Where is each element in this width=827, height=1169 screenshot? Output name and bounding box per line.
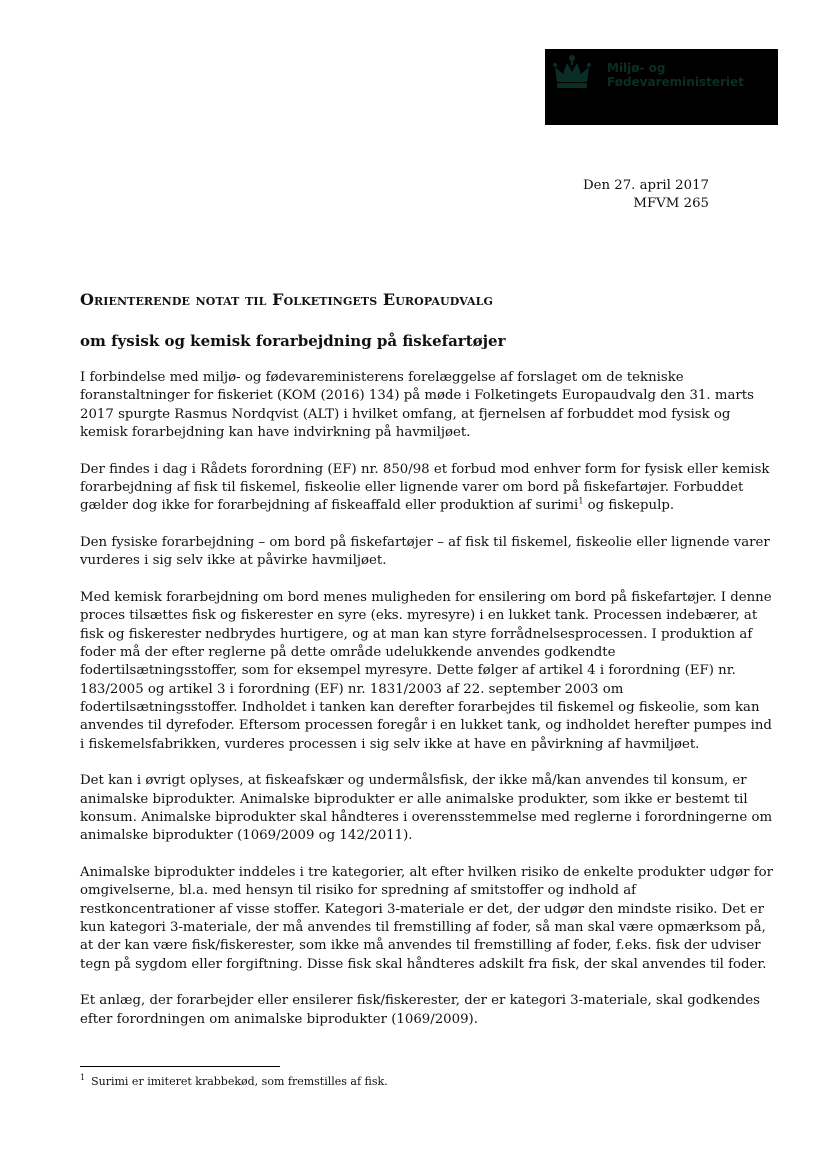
paragraph-1: I forbindelse med miljø- og fødevareministerens forelæggelse af forslaget om de tekniske foranstaltninger for fiskeriet (KOM (2016) 134) på møde i Folketingets Europaudvalg den 31. marts 2017 spurgte Rasmus Nordqvist (ALT) i hvilket omfang, at fjernelsen af forbuddet mod fysisk og kemisk forarbejdning kan have indvirkning på havmiljøet. bbox=[80, 370, 754, 440]
page-title: Orienterende notat til Folketingets Europaudvalg bbox=[80, 290, 493, 309]
paragraph-3: Den fysiske forarbejdning – om bord på fiskefartøjer – af fisk til fiskemel, fiskeolie eller lignende varer vurderes i sig selv ikke at påvirke havmiljøet. bbox=[80, 535, 770, 569]
document-meta bbox=[583, 177, 709, 213]
ministry-name-line2: Fødevareministeriet bbox=[607, 75, 744, 89]
document-body bbox=[80, 369, 775, 1047]
ministry-name-line1: Miljø- og bbox=[607, 61, 666, 75]
ministry-name bbox=[607, 61, 744, 89]
paragraph-4: Med kemisk forarbejdning om bord menes muligheden for ensilering om bord på fiskefartøjer. I denne proces tilsættes fisk og fiskerester en syre (eks. myresyre) i en lukket tank. Processen indebærer, at fisk og fiskerester nedbrydes hurtigere, og at man kan styre forrådnelsesprocessen. I produktion af foder må der efter reglerne på dette område udelukkende anvendes godkendte fodertilsætningsstoffer, som for eksempel myresyre. Dette følger af artikel 4 i forordning (EF) nr. 183/2005 og artikel 3 i forordning (EF) nr. 1831/2003 af 22. september 2003 om fodertilsætningsstoffer. Indholdet i tanken kan derefter forarbejdes til fiskemel og fiskeolie, som kan anvendes til dyrefoder. Eftersom processen foregår i en lukket tank, og indholdet herefter pumpes ind i fiskemelsfabrikken, vurderes processen i sig selv ikke at have en påvirkning af havmiljøet. bbox=[80, 590, 772, 752]
paragraph-7: Et anlæg, der forarbejder eller ensilerer fisk/fiskerester, der er kategori 3-materiale, skal godkendes efter forordningen om animalske biprodukter (1069/2009). bbox=[80, 993, 760, 1027]
footnote-divider bbox=[80, 1066, 280, 1067]
footnote-text: Surimi er imiteret krabbekød, som fremstilles af fisk. bbox=[91, 1075, 388, 1088]
footnote-reference: 1 bbox=[578, 496, 584, 506]
footnote bbox=[80, 1075, 388, 1089]
ministry-logo bbox=[545, 49, 778, 125]
paragraph-2-tail: og fiskepulp. bbox=[583, 498, 675, 514]
crown-icon bbox=[551, 53, 593, 93]
paragraph-2-text: Der findes i dag i Rådets forordning (EF) nr. 850/98 et forbud mod enhver form for fysisk eller kemisk forarbejdning af fisk til fiskemel, fiskeolie eller lignende varer om bord på fiskefartøjer. Forbuddet gælder dog ikke for forarbejdning af fiskeaffald eller produktion af surimi bbox=[80, 461, 770, 514]
paragraph-6: Animalske biprodukter inddeles i tre kategorier, alt efter hvilken risiko de enkelte produkter udgør for omgivelserne, bl.a. med hensyn til risiko for spredning af smitstoffer og indhold af restkoncentrationer af visse stoffer. Kategori 3-materiale er det, der udgør den mindste risiko. Det er kun kategori 3-materiale, der må anvendes til fremstilling af foder, så man skal være opmærksom på, at der kan være fisk/fiskerester, som ikke må anvendes til fremstilling af foder, f.eks. fisk der udviser tegn på sygdom eller forgiftning. Disse fisk skal håndteres adskilt fra fisk, der skal anvendes til foder. bbox=[80, 865, 773, 972]
paragraph-2 bbox=[80, 461, 775, 516]
footnote-marker: 1 bbox=[80, 1073, 86, 1083]
page-subtitle: om fysisk og kemisk forarbejdning på fiskefartøjer bbox=[80, 332, 506, 350]
document-date: Den 27. april 2017 bbox=[582, 178, 709, 193]
document-reference: MFVM 265 bbox=[633, 196, 709, 211]
paragraph-5: Det kan i øvrigt oplyses, at fiskeafskær og undermålsfisk, der ikke må/kan anvendes til konsum, er animalske biprodukter. Animalske biprodukter er alle animalske produkter, som ikke er bestemt til konsum. Animalske biprodukter skal håndteres i overensstemmelse med reglerne i forordningerne om animalske biprodukter (1069/2009 og 142/2011). bbox=[80, 773, 773, 844]
